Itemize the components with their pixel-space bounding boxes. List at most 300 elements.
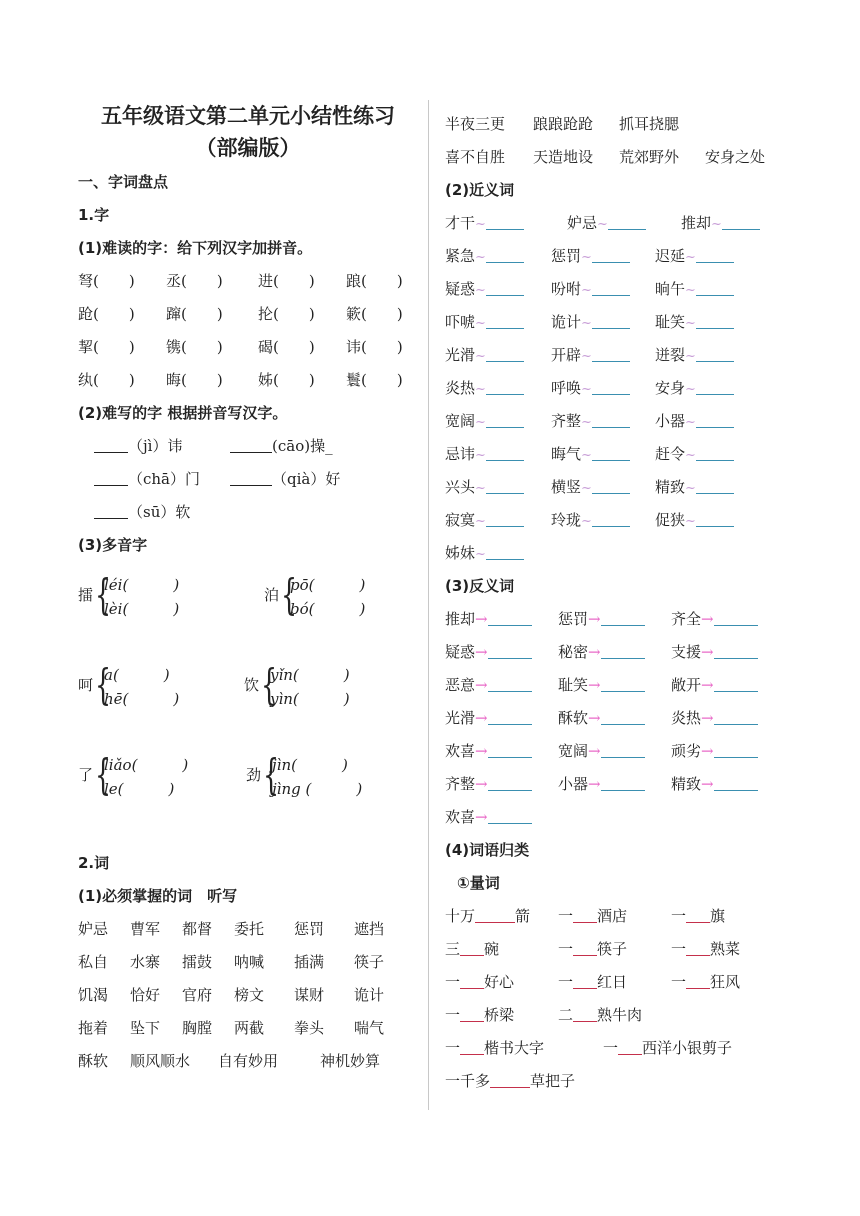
synonym-item <box>445 405 524 439</box>
tilde-icon: ~ <box>581 349 592 364</box>
measure-word-item <box>671 933 740 966</box>
synonym-row <box>445 372 805 405</box>
pinyin-item: 蹿( ) <box>166 305 223 323</box>
polyphone-reading: a( ) <box>104 666 170 684</box>
word-item: 恰好 <box>130 986 161 1004</box>
word-item: 水寨 <box>130 953 161 971</box>
pinyin-item: 踉( ) <box>346 272 403 290</box>
measure-prefix: 三 <box>445 940 461 958</box>
polyphone-reading: lèi( ) <box>104 600 180 618</box>
answer-blank <box>573 941 597 956</box>
synonym-item <box>551 471 630 505</box>
answer-blank <box>696 413 734 428</box>
antonym-item <box>445 669 532 702</box>
subsection-heading: 2.词 <box>78 854 110 872</box>
write-grid <box>78 430 418 529</box>
measure-suffix: 旗 <box>710 907 726 925</box>
synonym-grid <box>445 207 805 570</box>
word-item: 两截 <box>234 1019 265 1037</box>
tilde-icon: ~ <box>475 250 486 265</box>
tilde-icon: ~ <box>581 316 592 331</box>
write-text: （qià）好 <box>272 470 341 488</box>
measure-word-item <box>445 1032 544 1065</box>
measure-prefix: 一 <box>671 973 687 991</box>
antonym-item <box>445 603 532 636</box>
word-item: 擂鼓 <box>182 953 213 971</box>
synonym-item <box>551 372 630 406</box>
synonym-word: 忌讳 <box>445 445 476 463</box>
answer-blank <box>488 743 532 758</box>
answer-blank <box>592 380 630 395</box>
polyphone-reading: hē( ) <box>104 690 180 708</box>
measure-suffix: 红日 <box>597 973 628 991</box>
answer-blank <box>696 512 734 527</box>
synonym-item <box>655 504 734 538</box>
question-heading: (3)多音字 <box>78 536 148 554</box>
pinyin-row <box>78 331 418 364</box>
pinyin-item: 跄( ) <box>78 305 135 323</box>
synonym-item <box>567 207 646 241</box>
tilde-icon: ~ <box>581 481 592 496</box>
synonym-item <box>551 405 630 439</box>
measure-word-item <box>558 999 642 1032</box>
column-divider <box>428 100 429 1110</box>
question-heading: (4)词语归类 <box>445 841 530 859</box>
right-column <box>445 108 805 1098</box>
synonym-item <box>445 537 524 571</box>
tilde-icon: ~ <box>581 415 592 430</box>
synonym-word: 兴头 <box>445 478 476 496</box>
answer-blank <box>460 1007 484 1022</box>
answer-blank <box>592 248 630 263</box>
answer-blank <box>686 908 710 923</box>
answer-blank <box>714 710 758 725</box>
antonym-item <box>558 636 645 669</box>
synonym-item <box>655 372 734 406</box>
antonym-item <box>558 735 645 768</box>
measure-word-item <box>671 966 740 999</box>
measure-suffix: 好心 <box>484 973 515 991</box>
antonym-grid <box>445 603 805 834</box>
idiom-item: 半夜三更 <box>445 115 506 133</box>
word-item: 谋财 <box>294 986 325 1004</box>
polyphone-reading: léi( ) <box>104 576 180 594</box>
answer-blank <box>601 776 645 791</box>
measure-word-item <box>671 900 725 933</box>
pinyin-item: 鬟( ) <box>346 371 403 389</box>
measure-prefix: 十万 <box>445 907 476 925</box>
word-item: 拳头 <box>294 1019 325 1037</box>
answer-blank <box>592 512 630 527</box>
tilde-icon: ~ <box>475 283 486 298</box>
measure-suffix: 狂风 <box>710 973 741 991</box>
antonym-word: 欢喜 <box>445 742 476 760</box>
write-text: （chā）门 <box>128 470 201 488</box>
word-item: 私自 <box>78 953 109 971</box>
synonym-item <box>655 438 734 472</box>
antonym-item <box>445 735 532 768</box>
word-item: 自有妙用 <box>218 1052 279 1070</box>
answer-blank <box>460 974 484 989</box>
answer-blank <box>601 677 645 692</box>
answer-blank <box>686 974 710 989</box>
word-item: 胸膛 <box>182 1019 213 1037</box>
antonym-word: 宽阔 <box>558 742 589 760</box>
answer-blank <box>486 314 524 329</box>
word-item: 插满 <box>294 953 325 971</box>
tilde-icon: ~ <box>685 382 696 397</box>
synonym-word: 小器 <box>655 412 686 430</box>
tilde-icon: ~ <box>475 514 486 529</box>
write-item <box>230 463 340 496</box>
antonym-item <box>445 768 532 801</box>
synonym-word: 安身 <box>655 379 686 397</box>
word-item: 神机妙算 <box>320 1052 381 1070</box>
subsection-heading: 1.字 <box>78 206 110 224</box>
pinyin-item: 簌( ) <box>346 305 403 323</box>
synonym-word: 呼唤 <box>551 379 582 397</box>
arrow-right-icon: → <box>701 610 714 628</box>
tilde-icon: ~ <box>475 316 486 331</box>
answer-blank <box>696 446 734 461</box>
write-row <box>78 430 418 463</box>
polyphone-char: 泊 <box>264 586 280 604</box>
synonym-row <box>445 438 805 471</box>
antonym-word: 齐全 <box>671 610 702 628</box>
measure-suffix: 箭 <box>515 907 531 925</box>
synonym-row <box>445 273 805 306</box>
synonym-word: 迸裂 <box>655 346 686 364</box>
antonym-row <box>445 702 805 735</box>
tilde-icon: ~ <box>581 448 592 463</box>
synonym-item <box>445 471 524 505</box>
arrow-right-icon: → <box>701 742 714 760</box>
word-item: 妒忌 <box>78 920 109 938</box>
tilde-icon: ~ <box>581 283 592 298</box>
synonym-item <box>445 372 524 406</box>
pinyin-item: 挈( ) <box>78 338 135 356</box>
synonym-word: 寂寞 <box>445 511 476 529</box>
answer-blank <box>618 1040 642 1055</box>
answer-blank <box>486 281 524 296</box>
antonym-row <box>445 669 805 702</box>
answer-blank <box>486 413 524 428</box>
answer-blank <box>608 215 646 230</box>
synonym-word: 吩咐 <box>551 280 582 298</box>
antonym-word: 耻笑 <box>558 676 589 694</box>
tilde-icon: ~ <box>475 547 486 562</box>
answer-blank <box>696 248 734 263</box>
measure-prefix: 一 <box>558 907 574 925</box>
synonym-item <box>655 240 734 274</box>
measure-word-item <box>445 933 499 966</box>
synonym-row <box>445 504 805 537</box>
question-heading: (1)难读的字：给下列汉字加拼音。 <box>78 239 313 257</box>
word-item: 拖着 <box>78 1019 109 1037</box>
antonym-item <box>558 768 645 801</box>
word-row <box>78 979 418 1012</box>
tilde-icon: ~ <box>685 514 696 529</box>
question-subheading: ①量词 <box>457 874 500 892</box>
synonym-item <box>655 471 734 505</box>
polyphone-reading: yǐn( ) <box>270 666 350 684</box>
synonym-word: 耻笑 <box>655 313 686 331</box>
pinyin-row <box>78 265 418 298</box>
synonym-word: 惩罚 <box>551 247 582 265</box>
synonym-word: 玲珑 <box>551 511 582 529</box>
idiom-item: 抓耳挠腮 <box>619 115 680 133</box>
measure-suffix: 桥梁 <box>484 1006 515 1024</box>
word-item: 曹军 <box>130 920 161 938</box>
arrow-right-icon: → <box>588 775 601 793</box>
measure-prefix: 一 <box>558 940 574 958</box>
idiom-item: 踉踉跄跄 <box>533 115 594 133</box>
synonym-word: 疑惑 <box>445 280 476 298</box>
synonym-item <box>551 504 630 538</box>
answer-blank <box>722 215 760 230</box>
measure-prefix: 二 <box>558 1006 574 1024</box>
pinyin-row <box>78 298 418 331</box>
answer-blank <box>592 413 630 428</box>
answer-blank <box>460 1040 484 1055</box>
answer-blank <box>714 611 758 626</box>
synonym-word: 齐整 <box>551 412 582 430</box>
measure-prefix: 一千多 <box>445 1072 491 1090</box>
antonym-item <box>671 636 758 669</box>
polyphone-reading: yìn( ) <box>270 690 350 708</box>
answer-blank <box>230 438 272 453</box>
answer-blank <box>486 479 524 494</box>
measure-word-item <box>445 966 514 999</box>
antonym-word: 齐整 <box>445 775 476 793</box>
synonym-row <box>445 405 805 438</box>
synonym-word: 晌午 <box>655 280 686 298</box>
tilde-icon: ~ <box>711 217 722 232</box>
measure-suffix: 楷书大字 <box>484 1039 545 1057</box>
question-heading: (2)近义词 <box>445 181 515 199</box>
answer-blank <box>696 281 734 296</box>
measure-suffix: 熟牛肉 <box>597 1006 643 1024</box>
pinyin-grid <box>78 265 418 397</box>
answer-blank <box>601 611 645 626</box>
answer-blank <box>486 248 524 263</box>
pinyin-item: 纨( ) <box>78 371 135 389</box>
antonym-word: 恶意 <box>445 676 476 694</box>
measure-word-item <box>558 966 627 999</box>
measure-prefix: 一 <box>603 1039 619 1057</box>
word-row <box>78 913 418 946</box>
answer-blank <box>488 809 532 824</box>
idiom-item: 荒郊野外 <box>619 148 680 166</box>
answer-blank <box>486 446 524 461</box>
section-heading: 一、字词盘点 <box>78 173 169 191</box>
tilde-icon: ~ <box>475 217 486 232</box>
tilde-icon: ~ <box>581 250 592 265</box>
antonym-item <box>445 636 532 669</box>
tilde-icon: ~ <box>685 349 696 364</box>
synonym-word: 才干 <box>445 214 476 232</box>
synonym-word: 姊妹 <box>445 544 476 562</box>
pinyin-item: 碣( ) <box>258 338 315 356</box>
idiom-item: 安身之处 <box>705 148 766 166</box>
answer-blank <box>486 347 524 362</box>
arrow-right-icon: → <box>475 808 488 826</box>
word-item: 酥软 <box>78 1052 109 1070</box>
answer-blank <box>488 611 532 626</box>
measure-word-row <box>445 1065 805 1098</box>
synonym-word: 晦气 <box>551 445 582 463</box>
measure-word-row <box>445 1032 805 1065</box>
word-item: 惩罚 <box>294 920 325 938</box>
antonym-item <box>671 735 758 768</box>
measure-suffix: 西洋小银剪子 <box>642 1039 733 1057</box>
word-item: 诡计 <box>354 986 385 1004</box>
synonym-word: 精致 <box>655 478 686 496</box>
measure-suffix: 酒店 <box>597 907 628 925</box>
arrow-right-icon: → <box>588 676 601 694</box>
question-heading: (1)必须掌握的词 听写 <box>78 887 238 905</box>
synonym-word: 宽阔 <box>445 412 476 430</box>
pinyin-item: 弩( ) <box>78 272 135 290</box>
synonym-row <box>445 537 805 570</box>
word-item: 榜文 <box>234 986 265 1004</box>
arrow-right-icon: → <box>475 742 488 760</box>
pinyin-item: 镌( ) <box>166 338 223 356</box>
synonym-item <box>551 273 630 307</box>
synonym-word: 紧急 <box>445 247 476 265</box>
antonym-item <box>671 768 758 801</box>
polyphone-reading: liǎo( ) <box>104 756 189 774</box>
answer-blank <box>714 677 758 692</box>
answer-blank <box>486 380 524 395</box>
measure-word-item <box>445 1065 575 1098</box>
answer-blank <box>488 677 532 692</box>
answer-blank <box>490 1073 530 1088</box>
synonym-word: 炎热 <box>445 379 476 397</box>
write-text: （sū）软 <box>128 503 191 521</box>
answer-blank <box>94 471 128 486</box>
tilde-icon: ~ <box>597 217 608 232</box>
polyphone-char: 饮 <box>244 676 260 694</box>
polyphone-char: 劲 <box>246 766 262 784</box>
measure-word-item <box>603 1032 732 1065</box>
arrow-right-icon: → <box>588 742 601 760</box>
write-text: （jì）讳 <box>128 437 183 455</box>
idiom-row <box>445 141 805 174</box>
measure-word-item <box>445 900 530 933</box>
pinyin-item: 晦( ) <box>166 371 223 389</box>
arrow-right-icon: → <box>475 676 488 694</box>
arrow-right-icon: → <box>475 610 488 628</box>
tilde-icon: ~ <box>685 415 696 430</box>
answer-blank <box>714 776 758 791</box>
synonym-word: 诡计 <box>551 313 582 331</box>
answer-blank <box>486 215 524 230</box>
antonym-row <box>445 603 805 636</box>
word-item: 筷子 <box>354 953 385 971</box>
answer-blank <box>592 281 630 296</box>
arrow-right-icon: → <box>588 709 601 727</box>
write-text: (cāo)操_ <box>272 437 333 455</box>
word-item: 都督 <box>182 920 213 938</box>
word-item: 委托 <box>234 920 265 938</box>
brace-icon: { <box>261 660 278 709</box>
antonym-item <box>558 702 645 735</box>
answer-blank <box>94 438 128 453</box>
antonym-word: 光滑 <box>445 709 476 727</box>
antonym-word: 支援 <box>671 643 702 661</box>
measure-word-row <box>445 900 805 933</box>
arrow-right-icon: → <box>588 643 601 661</box>
antonym-word: 顽劣 <box>671 742 702 760</box>
arrow-right-icon: → <box>475 643 488 661</box>
polyphone-char: 擂 <box>78 586 94 604</box>
tilde-icon: ~ <box>685 250 696 265</box>
antonym-row <box>445 735 805 768</box>
write-item <box>230 430 333 463</box>
answer-blank <box>696 347 734 362</box>
tilde-icon: ~ <box>685 448 696 463</box>
synonym-word: 光滑 <box>445 346 476 364</box>
synonym-word: 推却 <box>681 214 712 232</box>
synonym-item <box>551 240 630 274</box>
measure-word-row <box>445 999 805 1032</box>
pinyin-item: 姊( ) <box>258 371 315 389</box>
synonym-item <box>655 339 734 373</box>
measure-prefix: 一 <box>671 940 687 958</box>
answer-blank <box>696 479 734 494</box>
idiom-item: 天造地设 <box>533 148 594 166</box>
synonym-item <box>655 273 734 307</box>
word-row <box>78 946 418 979</box>
antonym-row <box>445 636 805 669</box>
write-row <box>78 496 418 529</box>
left-column <box>78 100 418 1078</box>
pinyin-item: 讳( ) <box>346 338 403 356</box>
antonym-word: 疑惑 <box>445 643 476 661</box>
arrow-right-icon: → <box>475 709 488 727</box>
antonym-word: 酥软 <box>558 709 589 727</box>
synonym-item <box>445 339 524 373</box>
synonym-item <box>445 240 524 274</box>
antonym-item <box>558 603 645 636</box>
answer-blank <box>488 710 532 725</box>
synonym-item <box>551 438 630 472</box>
measure-prefix: 一 <box>445 1039 461 1057</box>
measure-word-item <box>558 900 627 933</box>
word-item: 饥渴 <box>78 986 109 1004</box>
arrow-right-icon: → <box>701 643 714 661</box>
synonym-row <box>445 471 805 504</box>
answer-blank <box>486 545 524 560</box>
answer-blank <box>592 479 630 494</box>
antonym-item <box>445 801 532 834</box>
answer-blank <box>714 644 758 659</box>
measure-word-item <box>558 933 627 966</box>
antonym-word: 小器 <box>558 775 589 793</box>
antonym-row <box>445 768 805 801</box>
polyphone-reading: jìng ( ) <box>272 780 363 798</box>
brace-icon: { <box>95 570 112 619</box>
pinyin-item: 抡( ) <box>258 305 315 323</box>
synonym-item <box>445 207 524 241</box>
synonym-row <box>445 240 805 273</box>
arrow-right-icon: → <box>588 610 601 628</box>
answer-blank <box>686 941 710 956</box>
synonym-word: 妒忌 <box>567 214 598 232</box>
antonym-word: 精致 <box>671 775 702 793</box>
answer-blank <box>601 710 645 725</box>
